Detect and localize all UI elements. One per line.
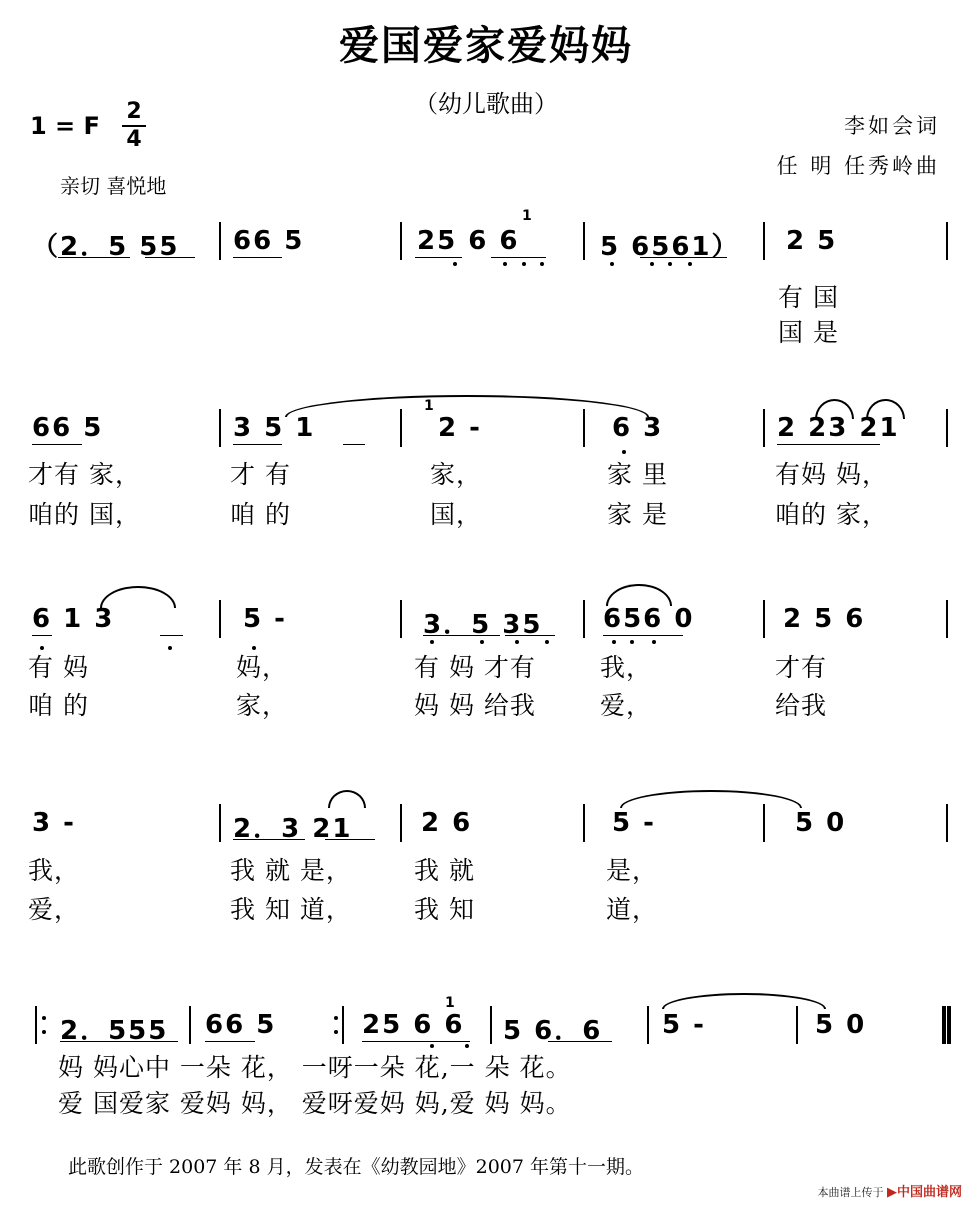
slur-arc <box>285 395 649 417</box>
lyric-verse-2: 道， <box>606 895 659 924</box>
lyric-verse-1: 有 妈 才有 <box>414 653 536 682</box>
grace-note: 1 <box>445 995 455 1011</box>
lyric-verse-1: 我 就 是， <box>230 856 352 885</box>
barline <box>219 600 221 638</box>
notes-measure: 5 - <box>243 604 287 634</box>
beam-underline <box>415 257 462 258</box>
octave-dot <box>430 640 434 644</box>
beam-underline <box>205 1041 255 1042</box>
beam-underline <box>325 839 375 840</box>
lyric-verse-2: 国 是 <box>778 318 839 347</box>
repeat-dot <box>334 1016 338 1020</box>
lyric-verse-2: 爱， <box>600 691 653 720</box>
lyric-verse-1: 妈 妈心中 一朵 花， 一呀一朵 花,一 朵 花。 <box>58 1053 572 1082</box>
beam-underline <box>233 839 305 840</box>
barline <box>946 600 948 638</box>
octave-dot <box>465 1044 469 1048</box>
beam-underline <box>58 257 130 258</box>
beam-underline <box>233 257 282 258</box>
octave-dot <box>688 262 692 266</box>
lyric-verse-2: 我 知 道， <box>230 895 352 924</box>
notes-measure: 3 5 1 <box>233 413 316 443</box>
song-title: 爱国爱家爱妈妈 <box>339 22 633 69</box>
repeat-dot <box>42 1016 46 1020</box>
barline <box>400 600 402 638</box>
lyric-verse-2: 爱 国爱家 爱妈 妈， 爱呀爱妈 妈,爱 妈 妈。 <box>58 1089 572 1118</box>
notes-measure: 2 6 <box>421 808 473 838</box>
lyric-verse-1: 有 国 <box>778 283 839 312</box>
lyric-verse-1: 是， <box>606 856 659 885</box>
beam-underline <box>643 257 727 258</box>
beam-underline <box>362 1041 470 1042</box>
slur-arc <box>328 790 366 808</box>
octave-dot <box>522 262 526 266</box>
beam-underline <box>343 444 365 445</box>
lyric-verse-2: 妈 妈 给我 <box>414 691 536 720</box>
beam-underline <box>32 635 52 636</box>
repeat-dot <box>334 1030 338 1034</box>
barline <box>490 1006 492 1044</box>
barline <box>219 804 221 842</box>
octave-dot <box>40 646 44 650</box>
song-subtitle: （幼儿歌曲） <box>414 90 558 118</box>
beam-underline <box>777 444 880 445</box>
barline <box>946 804 948 842</box>
beam-underline <box>491 257 546 258</box>
lyric-verse-1: 我， <box>600 653 653 682</box>
barline <box>189 1006 191 1044</box>
lyric-verse-1: 才有 <box>775 653 828 682</box>
beam-underline <box>505 635 555 636</box>
notes-measure: 66 5 <box>205 1010 277 1040</box>
meter-bottom: 4 <box>126 127 142 152</box>
notes-measure: 66 5 <box>233 226 305 256</box>
tempo-marking: 亲切 喜悦地 <box>60 174 167 198</box>
lyric-verse-1: 有妈 妈， <box>775 460 888 489</box>
notes-measure: 656 0 <box>603 604 695 634</box>
barline <box>583 222 585 260</box>
publication-note: 此歌创作于 2007 年 8 月，发表在《幼教园地》2007 年第十一期。 <box>68 1156 644 1178</box>
lyric-verse-1: 才 有 <box>230 460 291 489</box>
beam-underline <box>603 635 683 636</box>
lyric-verse-2: 咱 的 <box>230 500 291 529</box>
barline <box>400 804 402 842</box>
notes-measure: 5 0 <box>795 808 847 838</box>
octave-dot <box>612 640 616 644</box>
octave-dot <box>480 640 484 644</box>
octave-dot <box>652 640 656 644</box>
beam-underline <box>32 444 82 445</box>
notes-measure: 5 0 <box>815 1010 867 1040</box>
lyricist-credit: 李如会词 <box>844 114 940 138</box>
barline <box>796 1006 798 1044</box>
barline <box>583 600 585 638</box>
notes-measure: 2．555 <box>60 1016 169 1046</box>
lyric-verse-1: 有 妈 <box>28 653 89 682</box>
beam-underline <box>60 1041 178 1042</box>
slur-arc <box>100 586 176 608</box>
repeat-dot <box>42 1030 46 1034</box>
lyric-verse-2: 咱的 家， <box>775 500 888 529</box>
barline <box>647 1006 649 1044</box>
beam-underline <box>160 635 183 636</box>
notes-measure: 6 1 3 <box>32 604 115 634</box>
beam-underline <box>423 635 500 636</box>
notes-measure: （2．5 55 <box>32 232 180 262</box>
barline <box>946 222 948 260</box>
octave-dot <box>630 640 634 644</box>
notes-measure: 66 5 <box>32 413 104 443</box>
slur-arc <box>866 399 905 419</box>
upload-watermark <box>817 1181 962 1200</box>
notes-measure: 2 - <box>438 413 482 443</box>
octave-dot <box>668 262 672 266</box>
lyric-verse-1: 妈， <box>236 653 289 682</box>
barline <box>35 1006 37 1044</box>
barline <box>946 409 948 447</box>
octave-dot <box>168 646 172 650</box>
grace-note: 1 <box>424 398 434 414</box>
barline <box>763 409 765 447</box>
lyric-verse-1: 我 就 <box>414 856 475 885</box>
site-name: 中国曲谱网 <box>896 1185 962 1200</box>
lyric-verse-2: 爱， <box>28 895 81 924</box>
beam-underline <box>548 1041 612 1042</box>
beam-underline <box>832 444 855 445</box>
notes-measure: 2 5 6 <box>783 604 866 634</box>
lyric-verse-1: 家 里 <box>607 460 668 489</box>
notes-measure: 2 5 <box>786 226 838 256</box>
lyric-verse-2: 国， <box>430 500 483 529</box>
notes-measure: 6 3 <box>612 413 664 443</box>
lyric-verse-2: 咱 的 <box>28 691 89 720</box>
time-signature <box>118 100 150 152</box>
lyric-verse-2: 我 知 <box>414 895 475 924</box>
octave-dot <box>610 262 614 266</box>
meter-top: 2 <box>126 99 142 124</box>
lyric-verse-1: 家， <box>430 460 483 489</box>
barline <box>583 804 585 842</box>
upload-text: 本曲谱上传于 <box>817 1186 884 1199</box>
repeat-barline <box>342 1006 344 1044</box>
lyric-verse-2: 家 是 <box>607 500 668 529</box>
barline <box>947 1006 951 1044</box>
composer-credit: 任 明 任秀岭曲 <box>776 154 940 178</box>
notes-measure: 5 6561） <box>600 232 740 262</box>
notes-measure: 3 - <box>32 808 76 838</box>
octave-dot <box>252 646 256 650</box>
beam-underline <box>233 444 282 445</box>
notes-measure: 2．3 21 <box>233 814 353 844</box>
notes-measure: 5 - <box>612 808 656 838</box>
octave-dot <box>622 450 626 454</box>
octave-dot <box>545 640 549 644</box>
lyric-verse-2: 给我 <box>775 691 828 720</box>
site-logo: ▶中国曲谱网 <box>886 1185 962 1200</box>
octave-dot <box>540 262 544 266</box>
notes-measure: 5 6．6 <box>503 1016 603 1046</box>
lyric-verse-2: 咱的 国， <box>28 500 141 529</box>
notes-measure: 5 - <box>662 1010 706 1040</box>
barline <box>763 222 765 260</box>
notes-measure: 25 6 6 <box>362 1010 465 1040</box>
lyric-verse-2: 家， <box>236 691 289 720</box>
octave-dot <box>430 1044 434 1048</box>
lyric-verse-1: 才有 家， <box>28 460 141 489</box>
octave-dot <box>503 262 507 266</box>
key-signature: 1 = F <box>30 112 100 140</box>
notes-measure: 2 23 21 <box>777 413 900 443</box>
barline <box>763 804 765 842</box>
beam-underline <box>145 257 195 258</box>
grace-note: 1 <box>522 208 532 224</box>
octave-dot <box>453 262 457 266</box>
barline <box>763 600 765 638</box>
barline <box>219 409 221 447</box>
octave-dot <box>650 262 654 266</box>
barline <box>942 1006 946 1044</box>
slur-arc <box>815 399 854 419</box>
barline <box>219 222 221 260</box>
lyric-verse-1: 我， <box>28 856 81 885</box>
octave-dot <box>515 640 519 644</box>
slur-arc <box>620 790 802 808</box>
barline <box>400 222 402 260</box>
notes-measure: 3．5 35 <box>423 610 543 640</box>
slur-arc <box>606 584 672 606</box>
notes-measure: 25 6 6 <box>417 226 520 256</box>
slur-arc <box>662 993 826 1009</box>
